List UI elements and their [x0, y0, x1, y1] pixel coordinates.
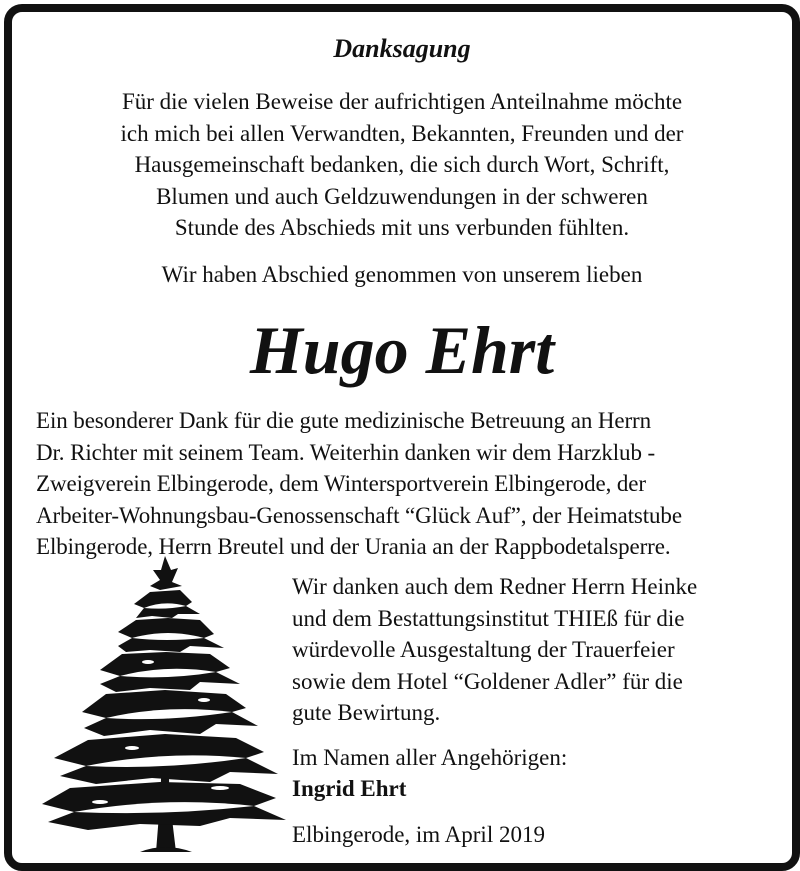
- intro-line: Blumen und auch Geldzuwendungen in der schweren: [156, 183, 648, 209]
- intro-line: Stunde des Abschieds mit uns verbunden fühlten.: [174, 215, 630, 240]
- signature-intro: Im Namen aller Angehörigen:: [292, 745, 568, 770]
- thanks-paragraph: [36, 405, 776, 563]
- thanks-line: Arbeiter-Wohnungsbau-Genossenschaft “Glück Auf”, der Heimatstube: [36, 502, 682, 528]
- thanks-line: gute Bewirtung.: [292, 700, 441, 725]
- fir-tree-icon: [40, 552, 290, 852]
- intro-line: ich mich bei allen Verwandten, Bekannten, Freunden und der: [120, 120, 684, 146]
- thanks-line: würdevolle Ausgestaltung der Trauerfeier: [292, 637, 675, 662]
- intro-line: Hausgemeinschaft bedanken, die sich durch Wort, Schrift,: [134, 152, 670, 177]
- intro-line: Für die vielen Beweise der aufrichtigen Anteilnahme möchte: [121, 89, 683, 114]
- thanks-line: Elbingerode, Herrn Breutel und der Urania an der Rappbodetalsperre.: [36, 534, 671, 559]
- intro-paragraph: [12, 86, 792, 244]
- place-date: Elbingerode, im April 2019: [292, 822, 545, 847]
- thanks-line: und dem Bestattungsinstitut THIEß für die: [292, 605, 685, 631]
- thanks-line: Zweigverein Elbingerode, dem Wintersportverein Elbingerode, der: [36, 471, 646, 496]
- signature-name: Ingrid Ehrt: [292, 776, 407, 801]
- notice-heading: Danksagung: [333, 34, 471, 63]
- thanks-line: sowie dem Hotel “Goldener Adler” für die: [292, 668, 683, 694]
- thanks-line: Wir danken auch dem Redner Herrn Heinke: [292, 574, 698, 599]
- thanks-line: Ein besonderer Dank für die gute medizinische Betreuung an Herrn: [36, 408, 652, 433]
- thanks-paragraph-2: [292, 571, 772, 729]
- deceased-name: Hugo Ehrt: [249, 312, 555, 388]
- notice-frame: [4, 4, 800, 871]
- thanks-line: Dr. Richter mit seinem Team. Weiterhin danken wir dem Harzklub -: [36, 439, 656, 465]
- lead-line: Wir haben Abschied genommen von unserem lieben: [161, 262, 643, 287]
